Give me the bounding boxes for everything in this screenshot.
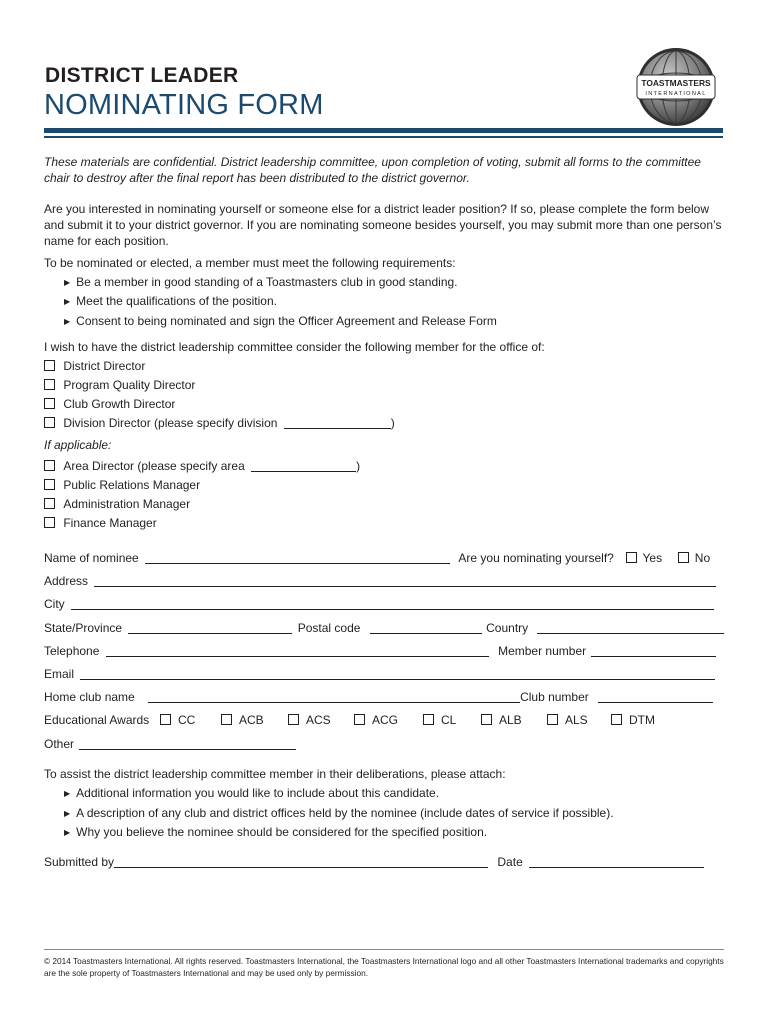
award-option-acg[interactable] xyxy=(354,712,398,728)
checkbox[interactable] xyxy=(354,714,365,725)
checkbox[interactable] xyxy=(611,714,622,725)
country-input[interactable] xyxy=(537,622,724,634)
option-label: Division Director (please specify division xyxy=(63,416,278,430)
option-label: Area Director (please specify area xyxy=(63,459,245,473)
yes-label: Yes xyxy=(642,551,663,565)
postal-label: Postal code xyxy=(297,621,361,635)
area-input-line[interactable] xyxy=(251,460,356,472)
club-number-input[interactable] xyxy=(598,691,713,703)
option-label: District Director xyxy=(63,359,146,373)
option-label: Public Relations Manager xyxy=(63,478,201,492)
state-input[interactable] xyxy=(128,622,292,634)
award-option-cc[interactable] xyxy=(160,712,195,728)
requirement-item: ▶ Consent to being nominated and sign the Officer Agreement and Release Form xyxy=(64,313,497,331)
city-row xyxy=(44,596,714,612)
checkbox[interactable] xyxy=(44,398,55,409)
checkbox[interactable] xyxy=(547,714,558,725)
offices-intro: I wish to have the district leadership committee consider the following member for the office of: xyxy=(44,340,545,354)
country-label: Country xyxy=(486,621,529,635)
office-option-district-director[interactable] xyxy=(44,358,145,374)
logo-text-bottom: INTERNATIONAL xyxy=(645,91,707,97)
option-label: Administration Manager xyxy=(63,497,191,511)
home-club-label: Home club name xyxy=(44,690,135,704)
header-rule-thin xyxy=(44,136,723,138)
email-row xyxy=(44,666,715,682)
office-option-public-relations-manager[interactable] xyxy=(44,477,200,493)
office-option-division-director[interactable] xyxy=(44,415,395,431)
division-input-line[interactable] xyxy=(284,417,391,429)
confidential-notice: These materials are confidential. District leadership committee, upon completion of voting, submit all forms to the committee chair to destroy after the final report has been distributed to the district governor. xyxy=(44,155,701,185)
telephone-row xyxy=(44,643,716,659)
no-label: No xyxy=(694,551,711,565)
state-label: State/Province xyxy=(44,621,123,635)
award-label: DTM xyxy=(629,713,655,727)
self-nomination-label: Are you nominating yourself? xyxy=(458,551,614,565)
submitted-by-label: Submitted by xyxy=(44,855,115,869)
requirement-item: ▶ Meet the qualifications of the position. xyxy=(64,293,277,311)
other-input[interactable] xyxy=(79,738,296,750)
email-input[interactable] xyxy=(80,668,715,680)
awards-row xyxy=(44,712,149,728)
checkbox[interactable] xyxy=(44,498,55,509)
submitted-by-input[interactable] xyxy=(114,856,488,868)
award-option-alb[interactable] xyxy=(481,712,522,728)
requirement-item: ▶ Be a member in good standing of a Toastmasters club in good standing. xyxy=(64,274,458,292)
date-label: Date xyxy=(497,855,523,869)
if-applicable-label: If applicable: xyxy=(44,438,112,452)
office-option-program-quality-director[interactable] xyxy=(44,377,195,393)
award-label: CL xyxy=(441,713,457,727)
option-label: Club Growth Director xyxy=(63,397,176,411)
club-number-label: Club number xyxy=(520,690,589,704)
address-label: Address xyxy=(44,574,89,588)
self-yes-checkbox[interactable] xyxy=(626,552,637,563)
footer-rule xyxy=(44,949,724,950)
checkbox[interactable] xyxy=(481,714,492,725)
nominee-name-label: Name of nominee xyxy=(44,551,139,565)
award-label: CC xyxy=(178,713,196,727)
close-paren: ) xyxy=(356,459,361,473)
title-line-1: DISTRICT LEADER xyxy=(45,64,239,87)
award-option-acb[interactable] xyxy=(221,712,264,728)
award-label: ALB xyxy=(499,713,522,727)
option-label: Finance Manager xyxy=(63,516,157,530)
award-option-dtm[interactable] xyxy=(611,712,655,728)
checkbox[interactable] xyxy=(44,460,55,471)
submitted-by-row xyxy=(44,854,704,870)
checkbox[interactable] xyxy=(44,417,55,428)
logo-text-top: TOASTMASTERS xyxy=(641,78,711,88)
checkbox[interactable] xyxy=(44,517,55,528)
other-row xyxy=(44,736,296,752)
checkbox[interactable] xyxy=(44,479,55,490)
email-label: Email xyxy=(44,667,75,681)
awards-label: Educational Awards xyxy=(44,713,150,727)
office-option-area-director[interactable] xyxy=(44,458,360,474)
award-label: ACB xyxy=(239,713,264,727)
checkbox[interactable] xyxy=(44,360,55,371)
state-row xyxy=(44,620,724,636)
checkbox[interactable] xyxy=(160,714,171,725)
date-input[interactable] xyxy=(529,856,704,868)
checkbox[interactable] xyxy=(44,379,55,390)
award-option-acs[interactable] xyxy=(288,712,331,728)
requirements-intro: To be nominated or elected, a member must meet the following requirements: xyxy=(44,256,456,270)
close-paren: ) xyxy=(390,416,395,430)
award-label: ACS xyxy=(306,713,331,727)
copyright-footer: © 2014 Toastmasters International. All rights reserved. Toastmasters International, the Toastmasters International logo and all other Toastmasters International trademarks and copyrights are the sole property of Toastmasters International and may be used only by permission. xyxy=(44,956,724,978)
checkbox[interactable] xyxy=(221,714,232,725)
nominee-name-row xyxy=(44,550,710,566)
office-option-finance-manager[interactable] xyxy=(44,515,157,531)
address-row xyxy=(44,573,716,589)
postal-input[interactable] xyxy=(370,622,482,634)
award-option-als[interactable] xyxy=(547,712,588,728)
home-club-input[interactable] xyxy=(148,691,520,703)
city-input[interactable] xyxy=(71,598,714,610)
header-rule xyxy=(44,128,723,133)
checkbox[interactable] xyxy=(288,714,299,725)
award-label: ALS xyxy=(565,713,588,727)
member-number-label: Member number xyxy=(498,644,587,658)
toastmasters-globe-logo xyxy=(635,46,717,128)
option-label: Program Quality Director xyxy=(63,378,196,392)
award-option-cl[interactable] xyxy=(423,712,456,728)
attach-item: ▶ Why you believe the nominee should be considered for the specified position. xyxy=(64,824,487,842)
attach-intro: To assist the district leadership committee member in their deliberations, please attach: xyxy=(44,767,506,781)
checkbox[interactable] xyxy=(423,714,434,725)
attach-item: ▶ A description of any club and district offices held by the nominee (include dates of service if possible). xyxy=(64,805,614,823)
telephone-input[interactable] xyxy=(106,645,489,657)
award-label: ACG xyxy=(372,713,399,727)
nominee-name-input[interactable] xyxy=(145,552,450,564)
intro-paragraph: Are you interested in nominating yourself or someone else for a district leader position? If so, please complete the form below and submit it to your district governor. If you are nominating someone besides yourself, you may submit more than one person’s name for each position. xyxy=(44,202,722,248)
office-option-administration-manager[interactable] xyxy=(44,496,190,512)
title-line-2: NOMINATING FORM xyxy=(44,89,324,121)
city-label: City xyxy=(44,597,65,611)
telephone-label: Telephone xyxy=(44,644,100,658)
self-no-checkbox[interactable] xyxy=(678,552,689,563)
home-club-row xyxy=(44,689,713,705)
office-option-club-growth-director[interactable] xyxy=(44,396,175,412)
other-label: Other xyxy=(44,737,75,751)
member-number-input[interactable] xyxy=(591,645,716,657)
address-input[interactable] xyxy=(94,575,716,587)
attach-item: ▶ Additional information you would like to include about this candidate. xyxy=(64,785,439,803)
